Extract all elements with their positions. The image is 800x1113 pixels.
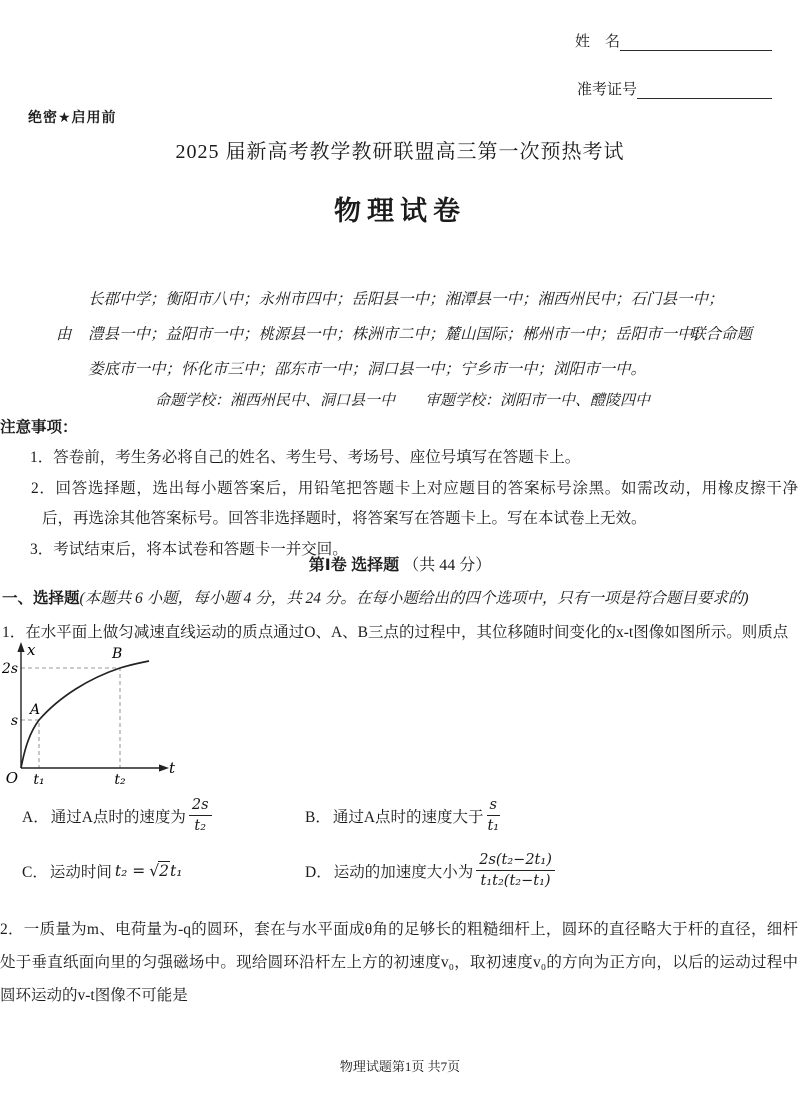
question2-stem: 2．一质量为m、电荷量为-q的圆环，套在与水平面成θ角的足够长的粗糙细杆上，圆环的直径略大于杆的直径，细杆处于垂直纸面向里的匀强磁场中。现给圆环沿杆左上方的初速度v₀，取初速度v₀的方向为正方向，以后的运动过程中圆环运动的v-t图像不可能是: [0, 921, 798, 1004]
fraction-denominator: t₁: [487, 818, 500, 835]
section1-title-main: 第Ⅰ卷 选择题: [308, 557, 400, 574]
question-type-line: [2, 586, 749, 608]
graph-ylabel: x: [27, 641, 36, 659]
subject-title: 物理试卷: [334, 196, 466, 226]
question-type-heading: 一、选择题: [2, 590, 80, 607]
fraction-numerator: 2s: [189, 796, 212, 816]
graph-point-a-label: A: [30, 702, 41, 718]
school-line: 娄底市一中；怀化市三中；邵东市一中；洞口县一中；宁乡市一中；浏阳市一中。: [88, 361, 647, 378]
school-line: 澧县一中；益阳市一中；桃源县一中；株洲市二中；麓山国际；郴州市一中；岳阳市一中；: [88, 326, 709, 343]
graph-point-b-label: B: [112, 646, 123, 662]
page-footer: 物理试题第1页 共7页: [339, 1059, 461, 1074]
q1-option-b: [305, 796, 782, 835]
setter-reviewer-line: 命题学校：湘西州民中、洞口县一中 审题学校：浏阳市一中、醴陵四中: [155, 393, 651, 409]
option-text: 通过A点时的速度为: [50, 808, 186, 826]
graph-origin-label: O: [5, 769, 18, 787]
admission-field-row: [577, 78, 772, 99]
question-type-note: (本题共 6 小题，每小题 4 分，共 24 分。在每小题给出的四个选项中，只有一项是符合题目要求的): [79, 590, 749, 607]
option-label: D．: [305, 863, 332, 881]
fraction: [189, 796, 212, 835]
y-axis-arrow: [17, 642, 24, 652]
option-text: 运动时间: [49, 863, 112, 881]
notice-item-1: 1．答卷前，考生务必将自己的姓名、考生号、考场号、座位号填写在答题卡上。: [30, 449, 581, 466]
option-text: 通过A点时的速度大于: [332, 808, 484, 826]
graph-ytick-s: s: [10, 713, 18, 729]
option-label: A．: [22, 808, 49, 826]
option-label: C．: [22, 863, 48, 881]
q1-option-d: [305, 851, 782, 890]
fraction-denominator: t₁t₂(t₂−t₁): [480, 873, 551, 890]
graph-xtick-t1: t₁: [33, 772, 45, 788]
name-blank-line: [620, 36, 772, 51]
commission-by-label: 由: [56, 326, 72, 343]
question1-stem: 1．在水平面上做匀减速直线运动的质点通过O、A、B三点的过程中，其位移随时间变化的x-t图像如图所示。则质点: [2, 624, 789, 641]
notice-heading: 注意事项：: [0, 419, 78, 436]
section1-title: [0, 552, 800, 575]
formula-rhs: t₁: [169, 861, 183, 880]
section1-title-paren: （共 44 分）: [403, 557, 492, 574]
commission-joint-label: 联合命题: [690, 326, 753, 343]
classification-banner: 绝密★启用前: [28, 109, 117, 125]
option-text: 运动的加速度大小为: [333, 863, 474, 881]
name-field-row: [575, 30, 772, 51]
graph-xlabel: t: [169, 759, 176, 777]
fraction-denominator: t₂: [194, 818, 207, 835]
commission-block: [0, 282, 800, 419]
q1-option-c: [22, 860, 305, 882]
admission-blank-line: [637, 84, 772, 99]
exam-title: 2025 届新高考教学教研联盟高三第一次预热考试: [175, 141, 625, 163]
fraction: [487, 796, 500, 835]
xt-curve: [21, 661, 149, 768]
q1-options: [22, 796, 782, 891]
dashed-guide-b: [21, 668, 120, 768]
formula-lhs: t₂ =: [114, 861, 146, 880]
fraction-numerator: s: [487, 796, 500, 816]
graph-xtick-t2: t₂: [114, 772, 126, 788]
q1-xt-graph: [2, 640, 202, 795]
q1-option-a: [22, 796, 305, 835]
radicand: 2: [159, 862, 169, 881]
notice-item-2: 2．回答选择题，选出每小题答案后，用铅笔把答题卡上对应题目的答案标号涂黑。如需改动，用橡皮擦干净后，再选涂其他答案标号。回答非选择题时，将答案写在答题卡上。写在本试卷上无效。: [31, 479, 798, 527]
fraction-numerator: 2s(t₂−2t₁): [476, 851, 555, 871]
admission-label: 准考证号: [577, 82, 638, 98]
option-label: B．: [305, 808, 331, 826]
name-label: 姓 名: [575, 34, 621, 50]
x-axis-arrow: [159, 764, 169, 771]
notice-section: [0, 413, 798, 565]
dashed-guide-a: [21, 720, 39, 768]
graph-ytick-2s: 2s: [2, 661, 18, 677]
fraction: [476, 851, 555, 890]
notice-item-3: 3．考试结束后，将本试卷和答题卡一并交回。: [30, 540, 348, 558]
school-line: 长郡中学；衡阳市八中；永州市四中；岳阳县一中；湘潭县一中；湘西州民中；石门县一中；: [88, 291, 724, 308]
radical-sign: √: [149, 861, 160, 880]
